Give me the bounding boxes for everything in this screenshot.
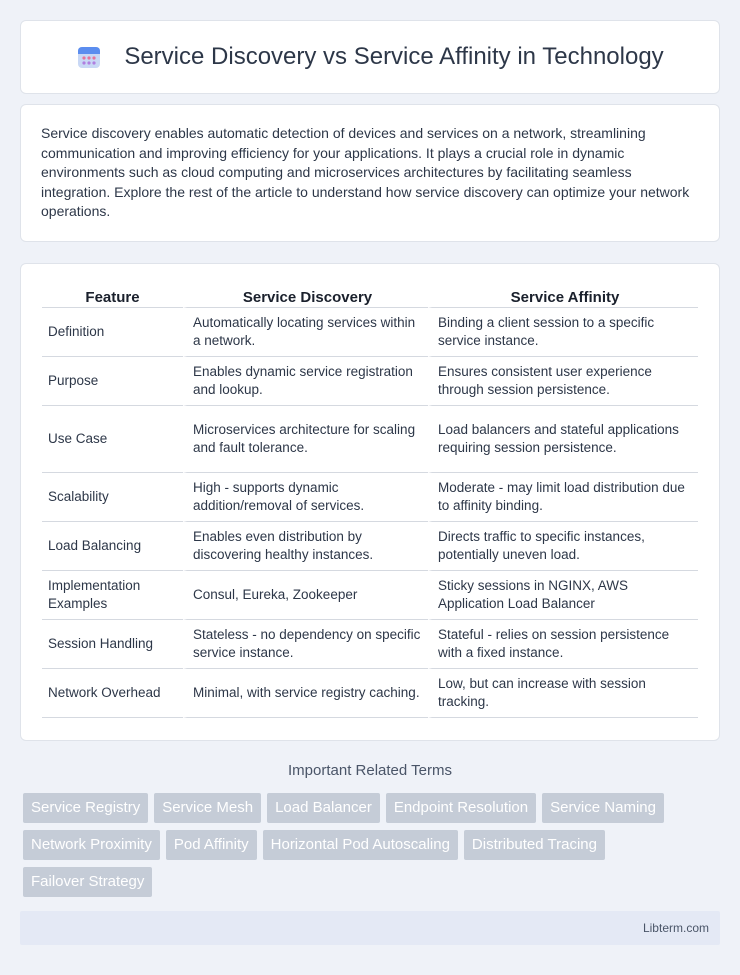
header-card	[20, 20, 720, 94]
discovery-cell: Enables even distribution by discovering healthy instances.	[183, 522, 428, 571]
feature-cell: Use Case	[42, 406, 183, 473]
table-row	[42, 620, 698, 669]
feature-cell: Implementation Examples	[42, 571, 183, 620]
table-row	[42, 522, 698, 571]
table-row	[42, 308, 698, 357]
comparison-table-card	[20, 263, 720, 741]
discovery-cell: Minimal, with service registry caching.	[183, 669, 428, 718]
header-feature: Feature	[42, 286, 183, 308]
feature-cell: Definition	[42, 308, 183, 357]
affinity-cell: Sticky sessions in NGINX, AWS Application Load Balancer	[428, 571, 698, 620]
table-row	[42, 669, 698, 718]
related-term-tag[interactable]: Endpoint Resolution	[386, 793, 536, 823]
affinity-cell: Low, but can increase with session tracking.	[428, 669, 698, 718]
related-term-tag[interactable]: Service Naming	[542, 793, 664, 823]
related-term-tag[interactable]: Pod Affinity	[166, 830, 257, 860]
affinity-cell: Load balancers and stateful applications requiring session persistence.	[428, 406, 698, 473]
table-row	[42, 406, 698, 473]
feature-cell: Load Balancing	[42, 522, 183, 571]
affinity-cell: Ensures consistent user experience through session persistence.	[428, 357, 698, 406]
affinity-cell: Directs traffic to specific instances, potentially uneven load.	[428, 522, 698, 571]
discovery-cell: Stateless - no dependency on specific service instance.	[183, 620, 428, 669]
intro-card	[20, 104, 720, 242]
feature-cell: Scalability	[42, 473, 183, 522]
title-wrap	[76, 43, 663, 71]
calendar-icon	[76, 44, 102, 70]
discovery-cell: High - supports dynamic addition/removal of services.	[183, 473, 428, 522]
related-term-tag[interactable]: Horizontal Pod Autoscaling	[263, 830, 458, 860]
affinity-cell: Moderate - may limit load distribution due to affinity binding.	[428, 473, 698, 522]
related-term-tag[interactable]: Failover Strategy	[23, 867, 152, 897]
footer-site-link[interactable]: Libterm.com	[642, 921, 709, 935]
table-row	[42, 473, 698, 522]
discovery-cell: Automatically locating services within a network.	[183, 308, 428, 357]
affinity-cell: Binding a client session to a specific service instance.	[428, 308, 698, 357]
header-service-affinity: Service Affinity	[428, 286, 698, 308]
feature-cell: Purpose	[42, 357, 183, 406]
related-terms-list	[23, 793, 723, 897]
header-service-discovery: Service Discovery	[183, 286, 428, 308]
discovery-cell: Microservices architecture for scaling and fault tolerance.	[183, 406, 428, 473]
related-term-tag[interactable]: Service Mesh	[154, 793, 261, 823]
page-title: Service Discovery vs Service Affinity in Technology	[124, 43, 664, 70]
related-terms-title: Important Related Terms	[288, 762, 452, 779]
footer	[20, 911, 720, 945]
comparison-table	[42, 286, 698, 718]
related-term-tag[interactable]: Distributed Tracing	[464, 830, 605, 860]
intro-paragraph: Service discovery enables automatic detection of devices and services on a network, streamlining communication and improving efficiency for your applications. It plays a crucial role in dynamic environments such as cloud computing and microservices architectures by facilitating seamless integration. Explore the rest of the article to understand how service discovery can optimize your network operations.	[41, 125, 690, 219]
table-row	[42, 571, 698, 620]
related-term-tag[interactable]: Load Balancer	[267, 793, 380, 823]
affinity-cell: Stateful - relies on session persistence with a fixed instance.	[428, 620, 698, 669]
discovery-cell: Consul, Eureka, Zookeeper	[183, 571, 428, 620]
feature-cell: Network Overhead	[42, 669, 183, 718]
related-term-tag[interactable]: Network Proximity	[23, 830, 160, 860]
feature-cell: Session Handling	[42, 620, 183, 669]
table-row	[42, 357, 698, 406]
table-header-row	[42, 286, 698, 308]
discovery-cell: Enables dynamic service registration and lookup.	[183, 357, 428, 406]
related-term-tag[interactable]: Service Registry	[23, 793, 148, 823]
